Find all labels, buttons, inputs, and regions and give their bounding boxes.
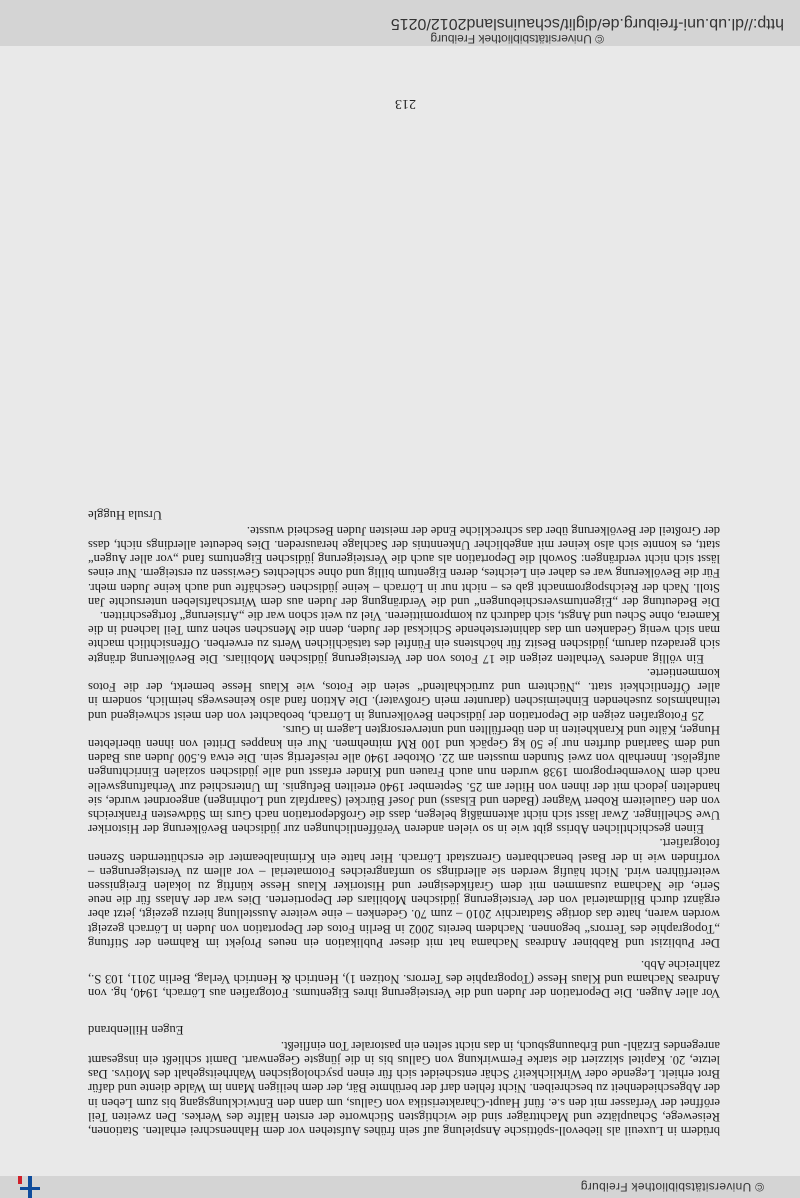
review-1-text: brüdern in Luxeuil als liebevoll-spöttische Anspielung auf sein frühes Aufstehen vor dem Hahnenschrei erhalten. Stationen, Reisewege, Schauplätze und Machtträger sind die wichtigsten Stichworte der ersten Hälfte des Werkes. Den zweiten Teil eröffnet der Verfasser mit den s.e. fünf Haupt-Charakteristika von Gallus, um dann den Entwicklungsgang bis zum Leben in der Abgeschiedenheit zu beschreiben. Nicht fehlen darf der berühmte Bär, der dem heiligen Mann im Walde diente und dafür Brot erhielt. Legende oder Wirklichkeit? Schär entscheidet sich für einen psychologischen Wahrheitsgehalt des Motivs. Das letzte, 20. Kapitel skizziert die starke Fernwirkung von Gallus bis in die jüngste Gegenwart. Damit schließt ein insgesamt anregendes Erzähl- und Erbauungsbuch, in das nicht selten ein pastoraler Ton einfließt. [88,1038,720,1138]
review-2-paragraph-3: 25 Fotografien zeigen die Deportation der jüdischen Bevölkerung in Lörrach, beobachtet von den meist schweigend und teilnahmslos zusehenden Einheimischen (darunter mein Großvater). Die Aktion fand also keineswegs heimlich, sondern in aller Öffentlichkeit statt. „Nüchtern und zurückhaltend“ seien die Fotos, wie Klaus Hesse bemerkt, der die Fotos kommentierte. [88,665,720,723]
permalink-url[interactable]: http://dl.ub.uni-freiburg.de/diglit/schauinsland2012/0215 [390,15,784,32]
page-number: 213 [395,96,416,111]
review-2-citation: Vor aller Augen. Die Deportation der Juden und die Versteigerung ihres Eigentums. Fotografien aus Lörrach, 1940, hg. von Andreas Nachama und Klaus Hesse (Topographie des Terrors. Notizen 1), Hentrich & Hentrich Verlag, Berlin 2011, 103 S., zahlreiche Abb. [88,957,720,1001]
page-body [88,497,720,1138]
university-logo-icon [14,1176,44,1198]
review-2-paragraph-4: Ein völlig anderes Verhalten zeigen die 17 Fotos von der Versteigerung jüdischen Mobiliars. Die Bevölkerung drängte sich geradezu darum, jüdischen Besitz für höchstens ein Fünftel des tatsächlichen Werts zu erwerben. Offensichtlich machte man sich wenig Gedanken um das dahinterstehende Schicksal der Juden, denn die Menschen sehen zum Teil lachend in die Kamera, ohne Scheu und Angst, sich dadurch zu kompromittieren. Viel zu weit schon war die „Arisierung“ fortgeschritten. [88,609,720,666]
review-2-signature: Ursula Huggle [88,507,162,522]
review-2-paragraph-1: Der Publizist und Rabbiner Andreas Nachama hat mit dieser Publikation ein neues Projekt im Rahmen der Stiftung „Topographie des Terrors“ begonnen. Nachdem bereits 2002 in Berlin Fotos der Deportation von Juden in Lörrach gezeigt worden waren, hatte das dortige Stadtarchiv 2010 – zum 70. Gedenken – eine weitere Ausstellung hierzu gezeigt, jetzt aber ergänzt durch Bildmaterial von der Versteigerung jüdischen Mobiliars der Deportierten. Dies war der Anlass für die neue Serie, die Nachama zusammen mit dem Grafikdesigner und Historiker Klaus Hesse künftig zu lokalen Ereignissen weiterführen wird. Nicht häufig werden sie allerdings so umfangreiches Fotomaterial – vor allem zu Versteigerungen – vorfinden wie in der Basel benachbarten Grenzstadt Lörrach. Hier hatte ein Kriminalbeamter die erschütternden Szenen fotografiert. [88,836,720,950]
library-credit-footer: © Universitätsbibliothek Freiburg [430,32,604,46]
review-1-signature: Eugen Hillenbrand [88,1022,184,1037]
library-credit: © Universitätsbibliothek Freiburg [580,1180,764,1194]
review-2-paragraph-2: Einen geschichtlichen Abriss gibt wie in so vielen anderen Veröffentlichungen zur jüdischen Bevölkerung der Historiker Uwe Schellinger. Zwar lässt sich nicht aktenmäßig belegen, dass die Großdeportation nach Gurs im Südwesten Frankreichs von den Gauleitern Robert Wagner (Baden und Elsass) und Josef Bürckel (Saarpfalz und Lothringen) angeordnet wurde, sie handelten jedoch mit der ihnen von Hitler am 25. September 1940 erteilten Befugnis. Im Unterschied zur Verhaftungswelle nach dem Novemberpogrom 1938 wurden nun auch Frauen und Kinder erfasst und alle jüdischen sozialen Einrichtungen aufgelöst. Innerhalb von zwei Stunden mussten am 22. Oktober 1940 alle reisefertig sein. Die etwa 6.500 Juden aus Baden und dem Saarland durften nur je 50 kg Gepäck und 100 RM mitnehmen. Nur ein knappes Drittel von ihnen überlebten Hunger, Kälte und Krankheiten in den überfüllten und unterversorgten Lagern in Gurs. [88,722,720,837]
bottom-url-bar [0,0,800,46]
top-credit-bar [0,1176,800,1198]
review-2-paragraph-5: Die Bedeutung der „Eigentumsverschiebungen“ und die Verdrängung der Juden aus dem Wirtschaftsleben untersuchte Jan Stoll. Nach der Reichspogromnacht gab es – nicht nur in Lörrach – keine jüdischen Geschäfte und auch keine Juden mehr. Für die Bevölkerung war es daher ein Leichtes, deren Eigentum billig und ohne schlechtes Gewissen zu ersteigern. Nur eines lässt sich nicht verdrängen: Sowohl die Deportation als auch die Versteigerung jüdischen Eigentums fand „vor aller Augen“ statt, es konnte sich also keiner mit angeblicher Unkenntnis der Sachlage herausreden. Dies bedeutet allerdings nicht, dass der Großteil der Bevölkerung über das schreckliche Ende der meisten Juden Bescheid wusste. [88,523,720,609]
